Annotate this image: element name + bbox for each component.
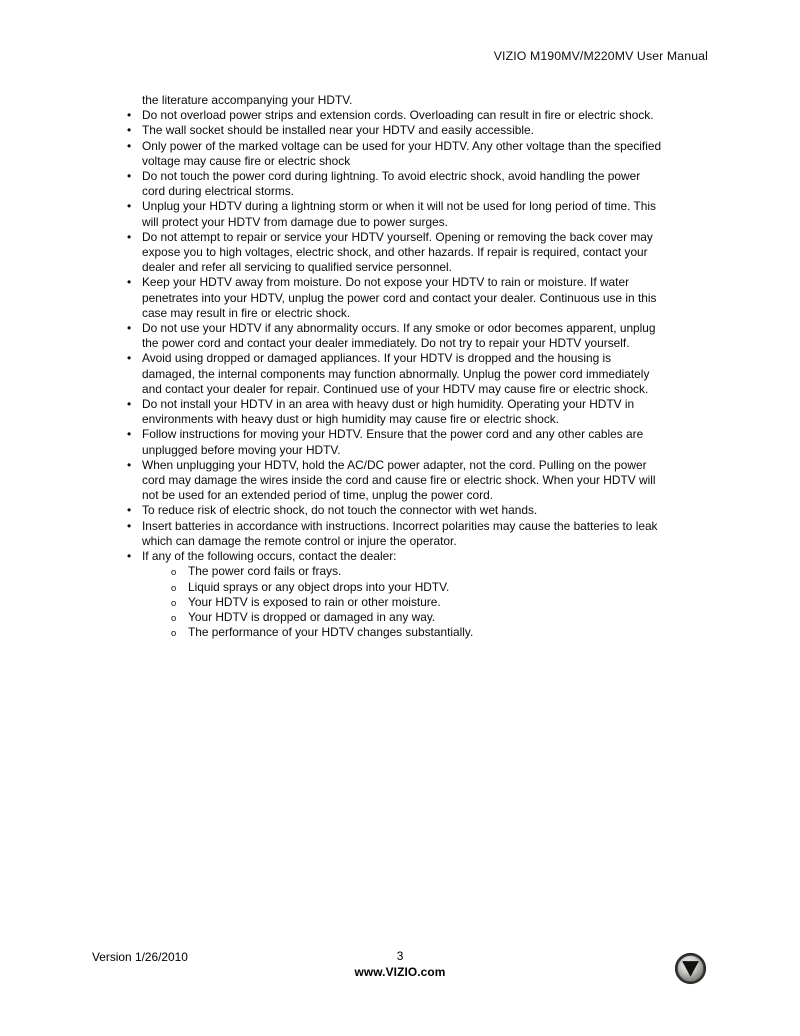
list-item-text: Do not install your HDTV in an area with heavy dust or high humidity. Operating your HDTV in environments with heavy dust or high humidity may cause fire or electric shock.: [142, 397, 635, 427]
list-item-text: Insert batteries in accordance with instructions. Incorrect polarities may cause the batteries to leak which can damage the remote control or injure the operator.: [142, 518, 658, 548]
bullet-icon: •: [127, 351, 132, 366]
list-item-text: Follow instructions for moving your HDTV. Ensure that the power cord and any other cables are unplugged before moving your HDTV.: [142, 427, 644, 457]
bullet-icon: •: [127, 549, 132, 564]
circle-bullet-icon: o: [171, 581, 177, 593]
sub-list-item-text: The performance of your HDTV changes substantially.: [188, 625, 474, 640]
list-item-text: To reduce risk of electric shock, do not touch the connector with wet hands.: [142, 503, 538, 518]
list-item-text: Do not use your HDTV if any abnormality occurs. If any smoke or odor becomes apparent, unplug the power cord and contact your dealer immediately. Do not try to repair your HDTV yourself.: [142, 321, 656, 351]
list-item: [127, 229, 666, 276]
list-item-text: Unplug your HDTV during a lightning storm or when it will not be used for long period of time. This will protect your HDTV from damage due to power surges.: [142, 199, 656, 229]
running-header: VIZIO M190MV/M220MV User Manual: [493, 49, 708, 63]
list-item: [127, 123, 666, 138]
circle-bullet-icon: o: [171, 596, 177, 608]
list-item: [127, 351, 666, 397]
list-item: [127, 549, 666, 640]
sub-list-item: [142, 625, 666, 640]
footer-website: www.VIZIO.com: [354, 965, 446, 979]
sub-list-item: [142, 564, 666, 579]
bullet-icon: •: [127, 503, 132, 518]
list-item: [127, 457, 666, 504]
list-item-text: Keep your HDTV away from moisture. Do not expose your HDTV to rain or moisture. If water penetrates into your HDTV, unplug the power cord and contact your dealer. Continuous use in this case may result in fire or electric shock.: [142, 275, 657, 320]
list-item: [127, 427, 666, 457]
bullet-icon: •: [127, 123, 132, 138]
bullet-icon: •: [127, 275, 132, 290]
circle-bullet-icon: o: [171, 566, 177, 578]
list-item-text: Only power of the marked voltage can be used for your HDTV. Any other voltage than the specified voltage may cause fire or electric shock: [142, 138, 662, 168]
list-item: [127, 138, 666, 169]
bullet-icon: •: [127, 229, 132, 244]
list-item: [127, 518, 666, 549]
circle-bullet-icon: o: [171, 611, 177, 623]
page-number: 3: [396, 949, 404, 963]
bullet-icon: •: [127, 321, 132, 336]
bullet-icon: •: [127, 518, 132, 533]
sub-list-item: [142, 580, 666, 595]
bullet-icon: •: [127, 457, 132, 472]
contact-dealer-sublist: [142, 564, 666, 640]
list-item-text: Avoid using dropped or damaged appliances. If your HDTV is dropped and the housing is damaged, the internal components may function abnormally. Unplug the power cord immediately and contact your dealer for repair. Continued use of your HDTV may cause fire or electric shock.: [142, 351, 650, 396]
list-item: [127, 397, 666, 427]
bullet-icon: •: [127, 138, 132, 153]
list-item: [127, 169, 666, 199]
bullet-icon: •: [127, 199, 132, 214]
sub-list-item: [142, 610, 666, 625]
list-item: [127, 108, 666, 123]
list-item-text: The wall socket should be installed near your HDTV and easily accessible.: [142, 123, 534, 138]
list-item-text: Do not attempt to repair or service your HDTV yourself. Opening or removing the back cover may expose you to high voltages, electric shock, and other hazards. If repair is required, contact your dealer and refer all servicing to qualified service personnel.: [142, 229, 653, 275]
page-body: [127, 93, 666, 640]
page-footer: [0, 948, 800, 1008]
sub-list-item-text: Liquid sprays or any object drops into your HDTV.: [188, 579, 450, 594]
footer-version-text: Version 1/26/2010: [92, 950, 188, 964]
footer-center-block: [300, 948, 500, 980]
sub-list-item-text: Your HDTV is exposed to rain or other moisture.: [188, 594, 441, 609]
vizio-logo-icon: [674, 952, 707, 985]
bullet-icon: •: [127, 108, 132, 123]
list-item-text: Do not touch the power cord during lightning. To avoid electric shock, avoid handling the power cord during electrical storms.: [142, 169, 641, 199]
circle-bullet-icon: o: [171, 627, 177, 639]
list-item: [127, 199, 666, 229]
list-item-text: If any of the following occurs, contact the dealer:: [142, 549, 397, 564]
sub-list-item-text: Your HDTV is dropped or damaged in any way.: [188, 609, 436, 624]
safety-bullet-list: [127, 108, 666, 640]
bullet-icon: •: [127, 169, 132, 184]
list-item: [127, 503, 666, 518]
bullet-icon: •: [127, 397, 132, 412]
sub-list-item: [142, 595, 666, 610]
list-item-text: Do not overload power strips and extension cords. Overloading can result in fire or electric shock.: [142, 108, 654, 123]
list-item: [127, 321, 666, 351]
list-item-text: When unplugging your HDTV, hold the AC/DC power adapter, not the cord. Pulling on the power cord may damage the wires inside the cord and cause fire or electric shock. When your HDTV will not be used for an extended period of time, unplug the power cord.: [142, 457, 656, 503]
continuation-line: the literature accompanying your HDTV.: [142, 93, 353, 107]
bullet-icon: •: [127, 427, 132, 442]
sub-list-item-text: The power cord fails or frays.: [188, 564, 342, 579]
list-item: [127, 275, 666, 321]
